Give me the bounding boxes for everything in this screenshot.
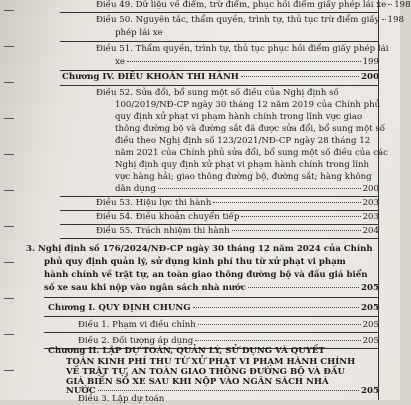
toc-entry: Điều 3. Lập dự toán [78,394,165,404]
toc-entry-continuation: phép lái xe [115,28,163,38]
toc-chapter-continuation: GIÁ BIỂN SỐ XE SAU KHI NỘP VÀO NGÂN SÁCH NHÀ [66,377,329,387]
toc-entry: Điều 2. Đối tượng áp dụng 205 [78,336,379,346]
toc-entry: Điều 50. Nguyên tắc, thẩm quyền, trình tự, thủ tục trừ điểm giấy 198 [96,15,404,25]
toc-entry-continuation: năm 2021 của Chính phủ sửa đổi, bổ sung một số điều của các [115,148,388,158]
toc-entry: Điều 54. Điều khoản chuyển tiếp 203 [96,212,379,222]
toc-entry: Điều 53. Hiệu lực thi hành 203 [96,198,379,208]
row-divider [60,85,378,86]
toc-entry: Điều 1. Phạm vi điều chỉnh 205 [78,320,379,330]
toc-section-continuation: số xe sau khi nộp vào ngân sách nhà nước 205 [44,283,379,293]
toc-entry: Điều 52. Sửa đổi, bổ sung một số điều của Nghị định số [96,88,339,98]
toc-chapter-continuation: VỀ TRẬT TỰ, AN TOÀN GIAO THÔNG ĐƯỜNG BỘ VÀ ĐẤU [66,367,346,377]
toc-chapter-continuation: TOÁN KINH PHÍ THU TỪ XỬ PHẠT VI PHẠM HÀNH CHÍNH [66,357,356,367]
row-divider [60,196,378,197]
toc-chapter: Chương I. QUY ĐỊNH CHUNG 205 [48,303,379,313]
toc-section-continuation: phủ quy định quản lý, sử dụng kinh phí thu từ xử phạt vi phạm [44,257,346,267]
toc-entry-continuation: dân dụng 200 [115,184,379,194]
toc-entry-continuation: thông đường bộ và đường sắt đã được sửa đổi, bổ sung một số [115,124,385,134]
toc-chapter-continuation: NƯỚC 205 [66,386,379,396]
row-divider [44,332,378,333]
toc-chapter: Chương II. LẬP DỰ TOÁN, QUẢN LÝ, SỬ DỤNG VÀ QUYẾT [48,346,325,356]
toc-entry: Điều 55. Trách nhiệm thi hành 204 [96,226,379,236]
row-divider [60,41,378,42]
row-divider [60,224,378,225]
toc-chapter: Chương IV. ĐIỀU KHOẢN THI HÀNH 200 [62,72,379,82]
row-divider [60,210,378,211]
row-divider [60,70,378,71]
row-divider [44,297,378,298]
toc-entry-continuation: quy định xử phạt vi phạm hành chính trong lĩnh vực giao [115,112,363,122]
toc-entry-continuation: xe 199 [115,57,379,67]
row-divider [60,238,378,239]
row-divider [60,12,378,13]
toc-entry: Điều 51. Thẩm quyền, trình tự, thủ tục phục hồi điểm giấy phép lái [96,44,389,54]
toc-entry-continuation: vực hàng hải; giao thông đường bộ, đường sắt; hàng không [115,172,372,182]
toc-section-continuation: hành chính về trật tự, an toàn giao thông đường bộ và đấu giá biển [44,270,368,280]
toc-entry-continuation: 100/2019/NĐ-CP ngày 30 tháng 12 năm 2019 của Chính phủ [115,100,381,110]
row-divider [44,316,378,317]
toc-section: 3. Nghị định số 176/2024/NĐ-CP ngày 30 tháng 12 năm 2024 của Chính [26,244,373,254]
toc-entry-continuation: điều theo Nghị định số 123/2021/NĐ-CP ngày 28 tháng 12 [115,136,371,146]
toc-entry: Điều 49. Dữ liệu về điểm, trừ điểm, phục hồi điểm giấy phép lái xe 198 [96,0,411,10]
toc-entry-continuation: Nghị định quy định xử phạt vi phạm hành chính trong lĩnh [115,160,370,170]
